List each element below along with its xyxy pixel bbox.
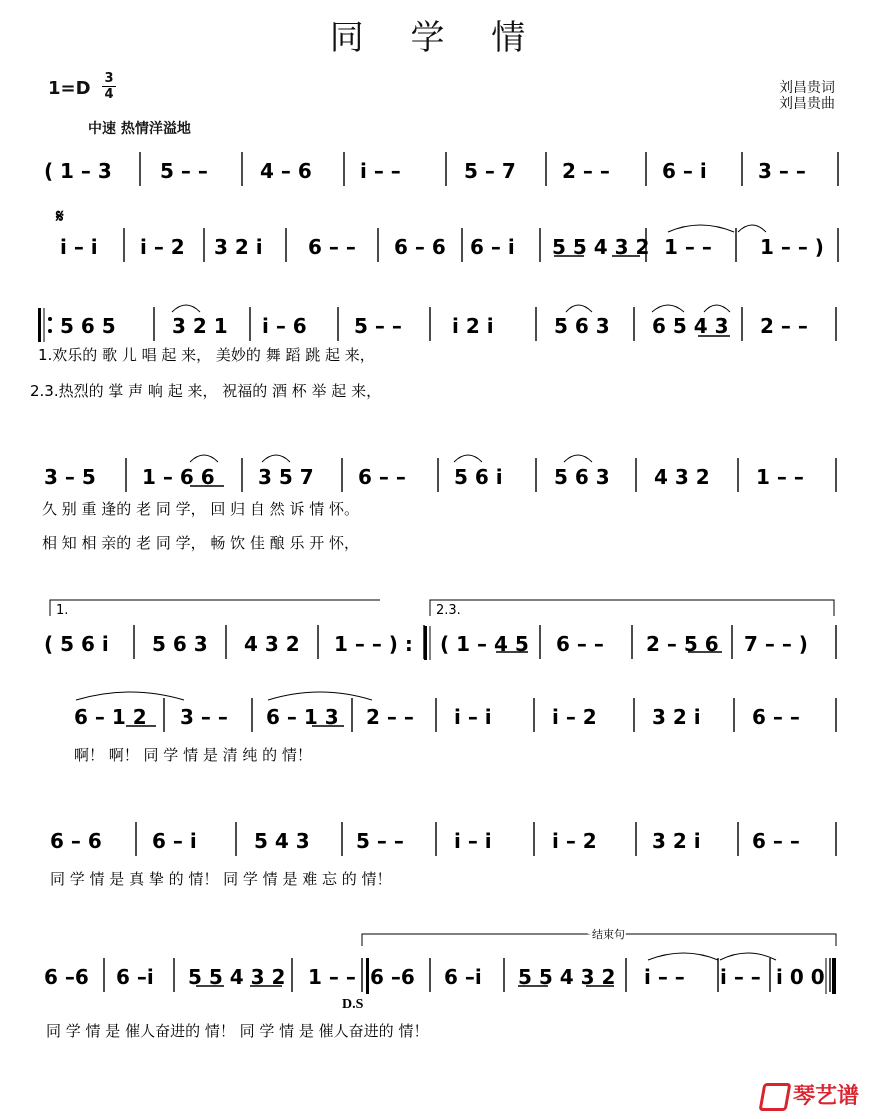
- volta-2-label: 2.3.: [436, 603, 461, 618]
- tie-arc: [720, 953, 776, 960]
- measure-notes: 1 – – ): [760, 235, 824, 259]
- slur-arc: [172, 305, 200, 312]
- measure-notes: i – –: [360, 159, 401, 183]
- slur-arc: [454, 455, 482, 462]
- key-signature: 1=D: [48, 78, 91, 99]
- measure-notes: i 0 0: [776, 965, 825, 989]
- measure-notes: 5 – –: [354, 314, 402, 338]
- measure-notes: 6 – 1 2: [74, 705, 147, 729]
- measure-notes: 4 – 6: [260, 159, 312, 183]
- volta-1-bracket: [50, 600, 380, 616]
- measure-notes: 6 – –: [752, 829, 800, 853]
- measure-notes: 6 –6: [370, 965, 415, 989]
- measure-notes: 1 – – ) :: [334, 632, 413, 656]
- repeat-dot: [48, 317, 52, 321]
- measure-notes: 3 5 7: [258, 465, 314, 489]
- measure-notes: 1 – –: [308, 965, 356, 989]
- composer-credit: 刘昌贵曲: [779, 96, 835, 112]
- watermark-logo: [761, 1079, 859, 1111]
- measure-notes: 6 – i: [152, 829, 197, 853]
- ending-row: [44, 625, 836, 659]
- ds-double-bar: [366, 958, 369, 994]
- measure-notes: 5 – –: [356, 829, 404, 853]
- measure-notes: 2 – 5 6: [646, 632, 719, 656]
- measure-notes: 6 – 6: [50, 829, 102, 853]
- measure-notes: 5 6 3: [554, 465, 610, 489]
- measure-notes: 1 – –: [664, 235, 712, 259]
- measure-notes: 6 – i: [662, 159, 707, 183]
- lyric-verse1-a: 1.欢乐的 歌 儿 唱 起 来， 美妙的 舞 蹈 跳 起 来，: [38, 346, 375, 364]
- repeat-start-thick: [38, 308, 41, 342]
- measure-notes: 5 6 5: [60, 314, 116, 338]
- final-row: [44, 958, 830, 992]
- measure-notes: 6 – –: [752, 705, 800, 729]
- measure-notes: i 2 i: [452, 314, 494, 338]
- intro-row-1: [44, 152, 838, 186]
- slur-arc: [190, 455, 218, 462]
- measure-notes: 4 3 2: [244, 632, 300, 656]
- lyric-verse1-b: 久 别 重 逢的 老 同 学， 回 归 自 然 诉 情 怀。: [42, 500, 359, 518]
- slur-arc: [564, 455, 592, 462]
- slur-arc: [262, 455, 290, 462]
- ds-marking: D.S: [342, 997, 364, 1012]
- measure-notes: 3 – –: [758, 159, 806, 183]
- measure-notes: 6 – i: [470, 235, 515, 259]
- measure-notes: 6 – –: [556, 632, 604, 656]
- lyric-verse23-b: 相 知 相 亲的 老 同 学， 畅 饮 佳 酿 乐 开 怀，: [42, 534, 359, 552]
- measure-notes: 3 2 i: [652, 829, 701, 853]
- chorus-row-1: [74, 698, 836, 732]
- measure-notes: 3 2 1: [172, 314, 228, 338]
- lyric-chorus-b: 同 学 情 是 真 挚 的 情！ 同 学 情 是 难 忘 的 情！: [50, 870, 392, 888]
- measure-notes: i – i: [60, 235, 98, 259]
- measure-notes: i – i: [454, 705, 492, 729]
- measure-notes: 5 4 3: [254, 829, 310, 853]
- measure-notes: 2 – –: [562, 159, 610, 183]
- tie-arc: [668, 225, 734, 232]
- measure-notes: i – –: [644, 965, 685, 989]
- measure-notes: 5 6 i: [454, 465, 503, 489]
- measure-notes: i – 6: [262, 314, 307, 338]
- slur-arc: [652, 305, 684, 312]
- measure-notes: 5 5 4 3 2: [518, 965, 616, 989]
- measure-notes: 6 – 6: [394, 235, 446, 259]
- verse-row-2: [44, 458, 836, 492]
- measure-notes: 1 – –: [756, 465, 804, 489]
- measure-notes: 6 –6: [44, 965, 89, 989]
- tie-arc: [738, 225, 766, 232]
- measure-notes: 3 – –: [180, 705, 228, 729]
- measure-notes: i – 2: [552, 705, 597, 729]
- measure-notes: ( 5 6 i: [44, 632, 109, 656]
- measure-notes: 3 2 i: [214, 235, 263, 259]
- measure-notes: 7 – – ): [744, 632, 808, 656]
- slur-arc: [76, 692, 184, 700]
- measure-notes: 3 – 5: [44, 465, 96, 489]
- measure-notes: i – –: [720, 965, 761, 989]
- song-title: 同 学 情: [329, 18, 544, 58]
- measure-notes: i – 2: [552, 829, 597, 853]
- measure-notes: 6 5 4 3: [652, 314, 729, 338]
- lyricist-credit: 刘昌贵词: [779, 80, 835, 96]
- ending-phrase-label: 结束句: [592, 928, 625, 941]
- measure-notes: 5 6 3: [152, 632, 208, 656]
- measure-notes: 6 –i: [116, 965, 154, 989]
- slur-arc: [704, 305, 730, 312]
- lyric-lines: [30, 346, 428, 1040]
- measure-notes: 6 – –: [308, 235, 356, 259]
- measure-notes: 2 – –: [760, 314, 808, 338]
- chorus-row-2: [50, 822, 836, 856]
- measure-notes: 5 5 4 3 2: [188, 965, 286, 989]
- repeat-dot: [48, 329, 52, 333]
- measure-notes: 5 – 7: [464, 159, 516, 183]
- watermark-text: 琴艺谱: [792, 1084, 859, 1109]
- slur-arc: [566, 305, 592, 312]
- measure-notes: 4 3 2: [654, 465, 710, 489]
- measure-notes: 1 – 6 6: [142, 465, 215, 489]
- intro-row-2: [60, 228, 838, 262]
- tempo-marking: 中速 热情洋溢地: [88, 121, 191, 137]
- measure-notes: 3 2 i: [652, 705, 701, 729]
- measure-notes: 2 – –: [366, 705, 414, 729]
- volta-1-label: 1.: [56, 603, 69, 618]
- verse-row-1: [60, 307, 836, 341]
- measure-notes: i – 2: [140, 235, 185, 259]
- lyric-final: 同 学 情 是 催人奋进的 情！ 同 学 情 是 催人奋进的 情！: [46, 1022, 429, 1040]
- measure-notes: 5 6 3: [554, 314, 610, 338]
- watermark-icon: [759, 1083, 792, 1111]
- measure-notes: (: [44, 159, 54, 183]
- measure-notes: 6 –i: [444, 965, 482, 989]
- final-bar-thick: [832, 958, 836, 994]
- measure-notes: 1 – 3: [60, 159, 112, 183]
- measure-notes: 6 – –: [358, 465, 406, 489]
- slur-arc: [268, 692, 372, 700]
- measure-notes: 5 5 4 3 2: [552, 235, 650, 259]
- lyric-chorus-a: 啊！ 啊！ 同 学 情 是 清 纯 的 情！: [74, 746, 312, 764]
- measure-notes: ( 1 – 4 5: [440, 632, 529, 656]
- measure-notes: i – i: [454, 829, 492, 853]
- notation-rows: [44, 152, 838, 992]
- measure-notes: 5 – –: [160, 159, 208, 183]
- segno-sign: 𝄋: [56, 206, 64, 227]
- meter-top: 3: [104, 71, 114, 86]
- lyric-verse23-a: 2.3.热烈的 掌 声 响 起 来， 祝福的 酒 杯 举 起 来，: [30, 382, 382, 400]
- meter-bottom: 4: [104, 87, 114, 102]
- volta-2-bracket: [430, 600, 834, 616]
- measure-notes: 6 – 1 3: [266, 705, 339, 729]
- tie-arc: [648, 953, 718, 960]
